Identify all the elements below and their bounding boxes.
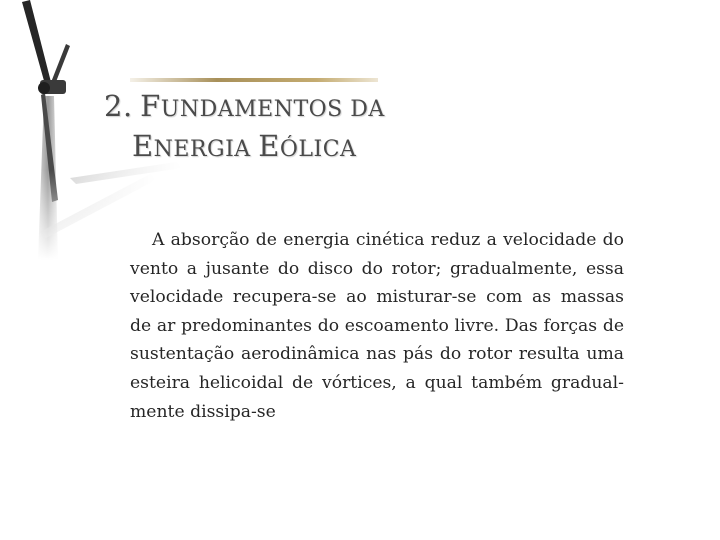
title-number: 2. (104, 89, 133, 123)
body-paragraph: A absorção de energia cinética reduz a velocidade do vento a jusante do disco do rotor; gradualmente, essa velocidade recupera-se ao misturar-se com as massas de ar predominantes do escoamento livre. Das forças de sustentação aerodinâmica nas pás do rotor resulta uma esteira helicoidal de vórtices, a qual também gradual-mente dissipa-se (130, 230, 624, 422)
title-line-1 (104, 88, 385, 128)
title-initial: E (258, 129, 280, 163)
title-text: ÓLICA (279, 137, 357, 162)
title-initial: E (132, 129, 154, 163)
title-line-2 (104, 128, 385, 168)
title-text: UNDAMENTOS DA (160, 97, 385, 122)
slide-title (104, 88, 385, 168)
turbine-hub (38, 82, 50, 94)
title-initial: F (140, 89, 161, 123)
title-rule (130, 78, 378, 82)
turbine-blade-up (22, 0, 52, 88)
title-text: NERGIA (153, 137, 259, 162)
